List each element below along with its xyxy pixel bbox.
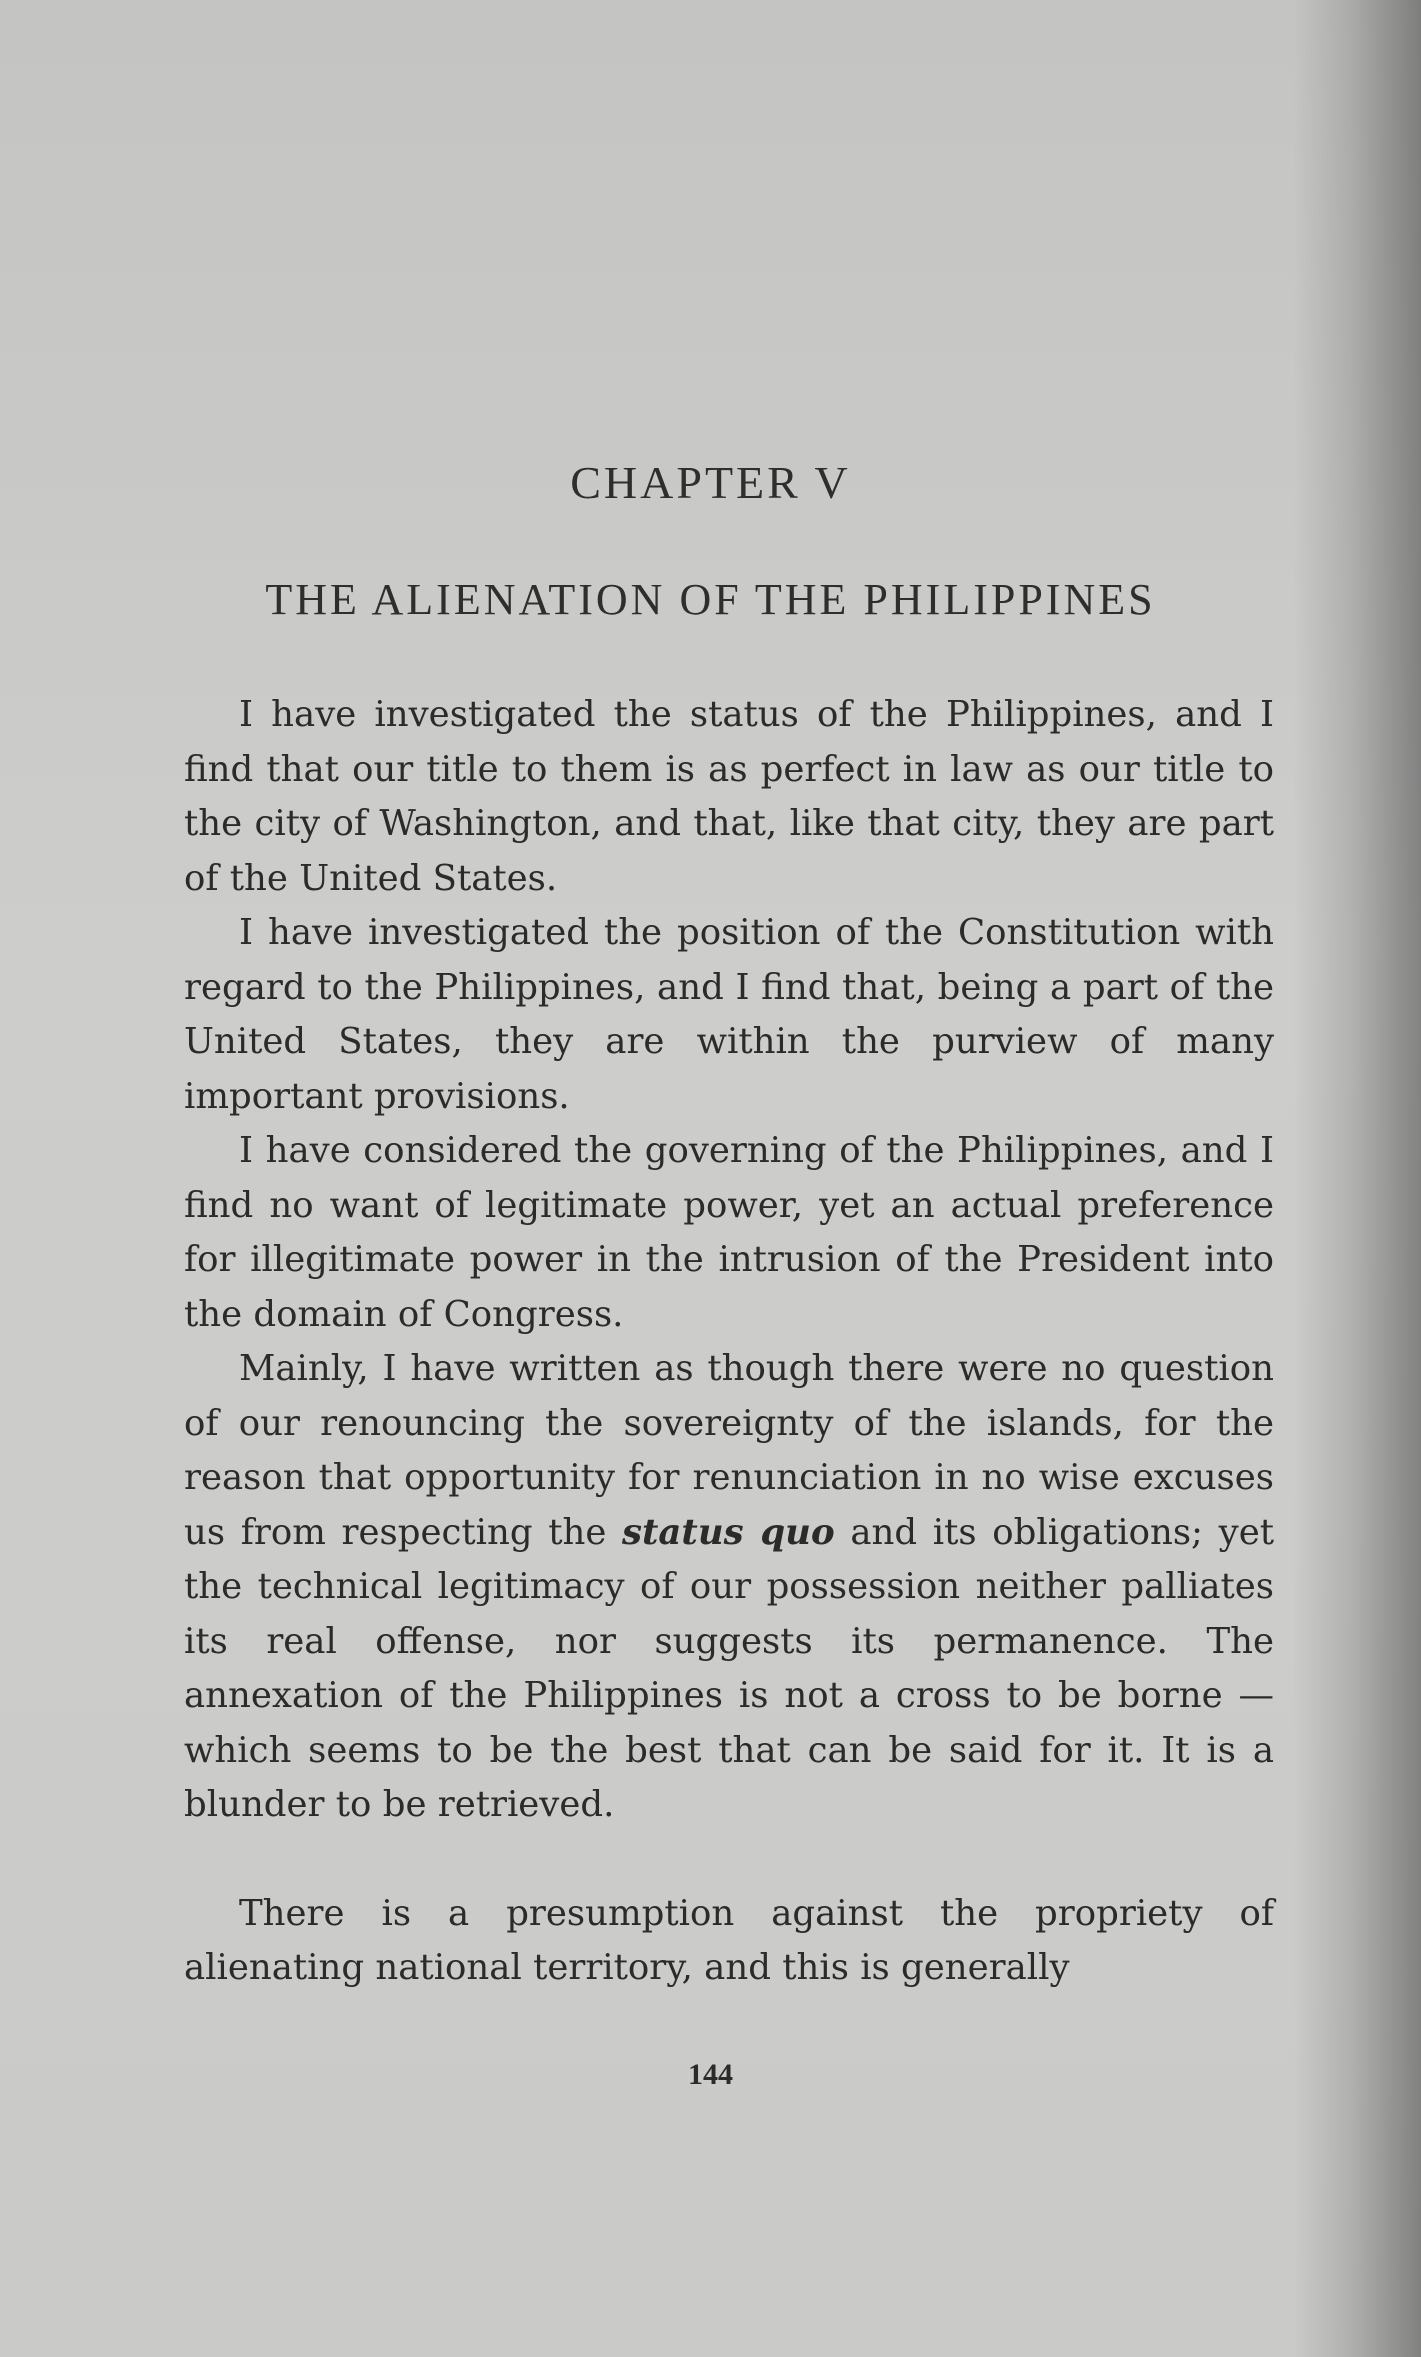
italic-status-quo: status quo xyxy=(622,1511,835,1553)
chapter-title: THE ALIENATION OF THE PHILIPPINES xyxy=(265,575,1156,624)
paragraph-3: I have considered the governing of the Philippines, and I find no want of legitimate power, yet an actual preference for illegitimate power in the intrusion of the President into the domain of Congress. xyxy=(184,1130,1274,1335)
paragraph-2: I have investigated the position of the Constitution with regard to the Philippines, and I find that, being a part of the United States, they are within the purview of many important provisions. xyxy=(184,912,1274,1117)
body-text xyxy=(184,688,1274,1996)
paragraph-4-start: Mainly, I have written as though there were no question of our renouncing the sovereignty of the islands, for the reason that opportunity for renunciation in no wise excuses us from respecting the xyxy=(184,1348,1274,1553)
paragraph-4 xyxy=(184,1342,1274,1833)
paragraph-1: I have investigated the status of the Philippines, and I find that our title to them is as perfect in law as our title to the city of Washington, and that, like that city, they are part of the United States. xyxy=(184,694,1274,899)
paragraph-5: There is a presumption against the propriety of alienating national territory, and this is generally xyxy=(184,1892,1274,1988)
paragraph-4-end: and its obligations; yet the technical legitimacy of our possession neither palliates its real offense, nor suggests its permanence. The annexation of the Philippines is not a cross to be borne — which seems to be the best that can be said for it. It is a blunder to be retrieved. xyxy=(184,1511,1274,1825)
page-number: 144 xyxy=(688,2058,733,2091)
chapter-number: CHAPTER V xyxy=(570,457,851,508)
